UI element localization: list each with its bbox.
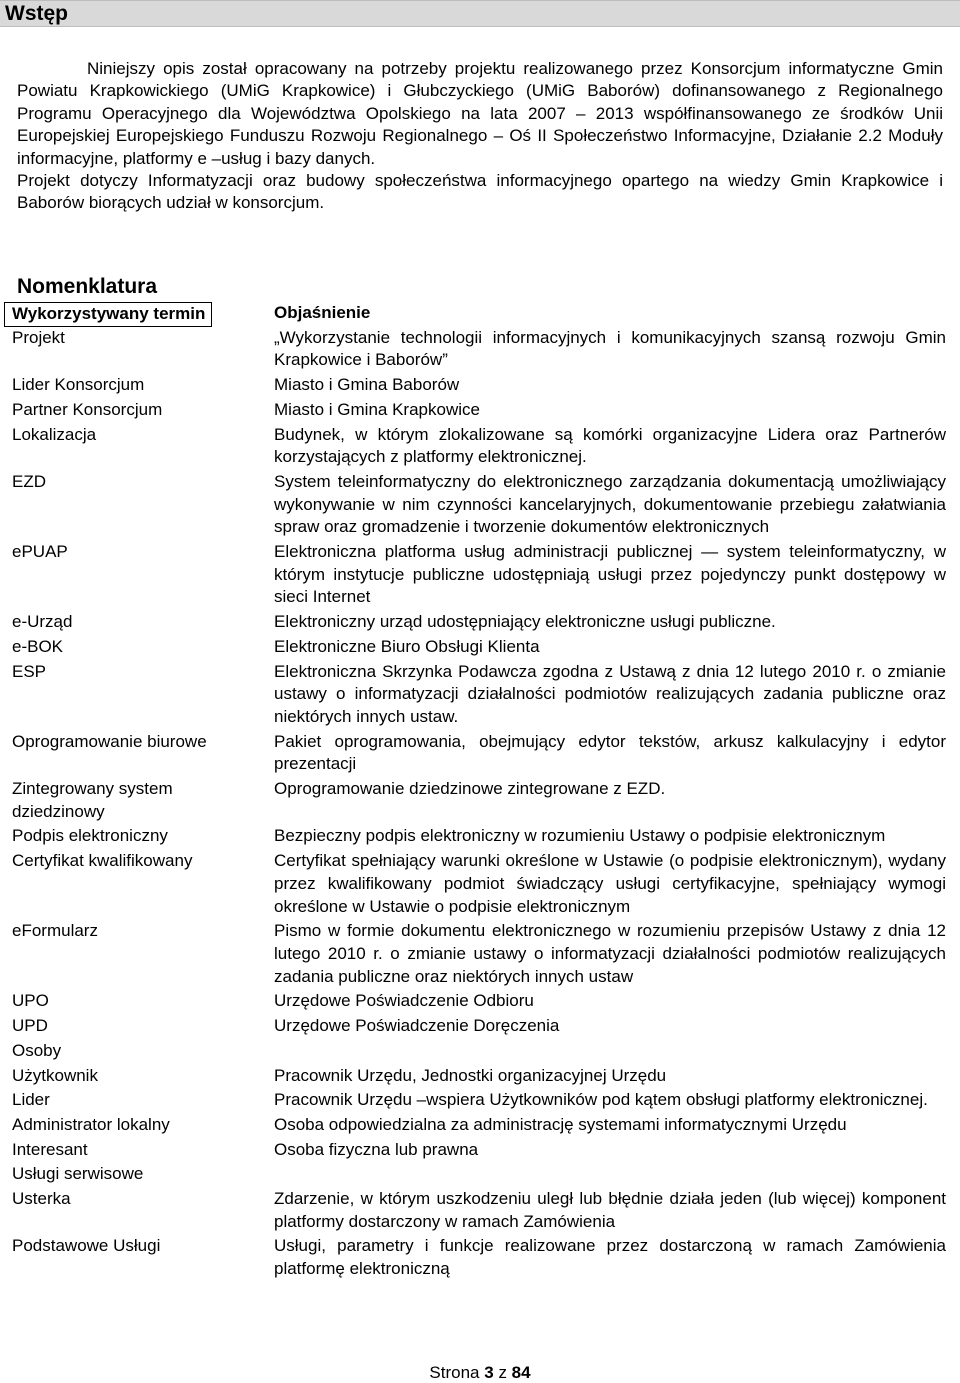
description-cell: Bezpieczny podpis elektroniczny w rozumieniu Ustawy o podpisie elektronicznym	[274, 826, 886, 846]
table-row	[0, 399, 960, 424]
table-row	[0, 990, 960, 1015]
table-row	[0, 778, 960, 825]
description-cell	[262, 1163, 960, 1188]
table-row	[0, 1065, 960, 1090]
term-cell: UPD	[12, 1016, 48, 1036]
table-row	[0, 825, 960, 850]
description-cell: Urzędowe Poświadczenie Doręczenia	[274, 1016, 560, 1036]
description-cell: Urzędowe Poświadczenie Odbioru	[274, 991, 534, 1011]
footer-page-number: 3	[484, 1363, 494, 1382]
table-row	[0, 327, 960, 374]
description-cell: Pismo w formie dokumentu elektronicznego w rozumieniu przepisów Ustawy z dnia 12 lutego 2010 r. o zmianie ustawy o informatyzacji działalności podmiotów realizujących zadania publiczne oraz niektórych innych ustaw	[274, 921, 946, 986]
table-row	[0, 1040, 960, 1065]
section-heading: Wstęp	[5, 2, 68, 25]
table-row	[0, 424, 960, 471]
description-cell: Oprogramowanie dziedzinowe zintegrowane z EZD.	[274, 779, 666, 799]
table-row	[0, 1188, 960, 1235]
description-cell: Pakiet oprogramowania, obejmujący edytor tekstów, arkusz kalkulacyjny i edytor prezentacji	[274, 731, 946, 774]
table-row	[0, 1089, 960, 1114]
term-cell: ePUAP	[12, 542, 68, 562]
term-cell: Oprogramowanie biurowe	[12, 731, 207, 751]
term-cell: Lokalizacja	[12, 424, 97, 444]
table-row	[0, 471, 960, 541]
table-row	[0, 636, 960, 661]
footer-separator: z	[498, 1363, 507, 1382]
nomenclature-title: Nomenklatura	[17, 275, 158, 298]
term-cell: e-Urząd	[12, 612, 73, 632]
term-cell: eFormularz	[12, 921, 98, 941]
description-cell: Miasto i Gmina Baborów	[274, 375, 460, 395]
description-cell: Pracownik Urzędu –wspiera Użytkowników pod kątem obsługi platformy elektronicznej.	[274, 1090, 928, 1110]
description-cell: Elektroniczne Biuro Obsługi Klienta	[274, 636, 540, 656]
term-cell: Osoby	[12, 1040, 62, 1060]
term-cell: Projekt	[12, 327, 65, 347]
table-row	[0, 731, 960, 778]
term-cell: Podpis elektroniczny	[12, 826, 168, 846]
header-term: Wykorzystywany termin	[4, 302, 212, 327]
description-cell: Osoba odpowiedzialna za administrację systemami informatycznymi Urzędu	[274, 1114, 847, 1134]
table-row	[0, 1015, 960, 1040]
term-cell: Usługi serwisowe	[12, 1164, 144, 1184]
table-row	[0, 850, 960, 920]
description-cell: System teleinformatyczny do elektronicznego zarządzania dokumentacją umożliwiający wykonywanie w nim czynności kancelaryjnych, dokumentowanie przebiegu załatwiania spraw oraz gromadzenie i tworzenie dokumentów elektronicznych	[274, 471, 946, 537]
description-cell: Zdarzenie, w którym uszkodzeniu uległ lub błędnie działa jeden (lub więcej) komponent platformy dostarczony w ramach Zamówienia	[274, 1189, 946, 1231]
term-cell: ESP	[12, 661, 47, 681]
page-footer	[0, 1363, 960, 1383]
term-cell: Partner Konsorcjum	[12, 399, 163, 419]
term-cell: EZD	[12, 471, 46, 491]
description-cell: Elektroniczna platforma usług administracji publicznej — system teleinformatyczny, w którym instytucje publiczne udostępniają usługi przez pojedynczy punkt dostępowy w sieci Internet	[274, 542, 946, 607]
term-cell: Lider Konsorcjum	[12, 375, 145, 395]
description-cell	[262, 1040, 960, 1065]
table-row	[0, 1235, 960, 1282]
term-cell: UPO	[12, 991, 49, 1011]
description-cell: Osoba fizyczna lub prawna	[274, 1139, 479, 1159]
description-cell: Miasto i Gmina Krapkowice	[274, 399, 480, 419]
term-cell: Usterka	[12, 1189, 71, 1209]
description-cell: Certyfikat spełniający warunki określone w Ustawie (o podpisie elektronicznym), wydany przez kwalifikowany podmiot świadczący usługi certyfikacyjne, spełniający wymogi określone w Ustawie o podpisie elektronicznym	[274, 851, 946, 916]
term-cell: Certyfikat kwalifikowany	[12, 851, 193, 871]
footer-page-total: 84	[511, 1363, 531, 1382]
nomenclature-table	[0, 302, 960, 1283]
table-row	[0, 611, 960, 636]
term-cell: Podstawowe Usługi	[12, 1236, 161, 1256]
term-cell: Zintegrowany system dziedzinowy	[12, 779, 173, 821]
intro-paragraph-2: Projekt dotyczy Informatyzacji oraz budowy społeczeństwa informacyjnego opartego na wiedzy Gmin Krapkowice i Baborów biorących udział w konsorcjum.	[17, 171, 943, 213]
table-row	[0, 541, 960, 611]
table-row	[0, 374, 960, 399]
description-cell: Elektroniczna Skrzynka Podawcza zgodna z Ustawą z dnia 12 lutego 2010 r. o zmianie ustawy o informatyzacji działalności podmiotów realizujących zadania publiczne oraz niektórych innych ustaw.	[274, 661, 946, 726]
description-cell: Usługi, parametry i funkcje realizowane przez dostarczoną w ramach Zamówienia platformę elektroniczną	[274, 1236, 946, 1279]
table-row	[0, 1139, 960, 1164]
description-cell: Elektroniczny urząd udostępniający elektroniczne usługi publiczne.	[274, 612, 776, 632]
header-description: Objaśnienie	[274, 303, 371, 322]
section-heading-bar	[0, 0, 960, 27]
table-row	[0, 1163, 960, 1188]
term-cell: e-BOK	[12, 636, 64, 656]
intro-paragraph-1: Niniejszy opis został opracowany na potrzeby projektu realizowanego przez Konsorcjum informatyczne Gmin Powiatu Krapkowickiego (UMiG Krapkowice) i Głubczyckiego (UMiG Baborów) dofinansowanego z Regionalnego Programu Operacyjnego dla Województwa Opolskiego na lata 2007 – 2013 współfinansowanego ze środków Unii Europejskiej Europejskiego Funduszu Rozwoju Regionalnego – Oś II Społeczeństwo Informacyjne, Działanie 2.2 Moduły informacyjne, platformy e –usług i bazy danych.	[17, 59, 943, 168]
term-cell: Interesant	[12, 1139, 88, 1159]
nomenclature-header-row	[0, 302, 960, 327]
term-cell: Lider	[12, 1090, 50, 1110]
table-row	[0, 1114, 960, 1139]
description-cell: Budynek, w którym zlokalizowane są komórki organizacyjne Lidera oraz Partnerów korzystających z platformy elektronicznej.	[274, 424, 946, 467]
term-cell: Administrator lokalny	[12, 1114, 170, 1134]
footer-prefix: Strona	[429, 1363, 480, 1382]
term-cell: Użytkownik	[12, 1065, 98, 1085]
table-row	[0, 661, 960, 731]
description-cell: „Wykorzystanie technologii informacyjnych i komunikacyjnych szansą rozwoju Gmin Krapkowice i Baborów”	[274, 327, 946, 370]
table-row	[0, 920, 960, 990]
description-cell: Pracownik Urzędu, Jednostki organizacyjnej Urzędu	[274, 1065, 667, 1085]
intro-text	[17, 58, 943, 215]
